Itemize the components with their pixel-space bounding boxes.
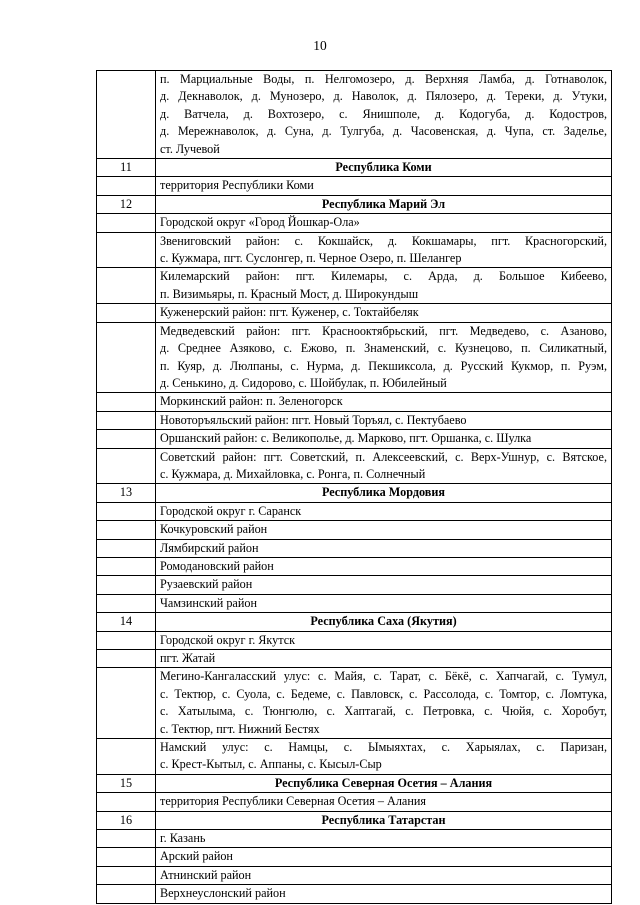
territory-cell <box>156 393 612 411</box>
row-number-cell <box>97 268 156 304</box>
territory-cell <box>156 521 612 539</box>
territory-cell <box>156 430 612 448</box>
territory-text-line: Новоторъяльский район: пгт. Новый Торъял, с. Пектубаево <box>160 412 467 427</box>
region-header-row <box>97 811 612 829</box>
row-number-cell <box>97 557 156 575</box>
territory-text-line: д. Мережнаволок, д. Суна, д. Тулгуба, д. Часовенская, д. Чупа, ст. Заделье, <box>160 124 607 139</box>
territory-text-line: ст. Лучевой <box>160 141 220 156</box>
region-name-cell <box>156 159 612 177</box>
territory-cell <box>156 866 612 884</box>
territory-row <box>97 848 612 866</box>
territory-text-line: Кочкуровский район <box>160 522 268 537</box>
territory-text-line: Арский район <box>160 849 233 864</box>
territory-cell <box>156 576 612 594</box>
region-header-row <box>97 195 612 213</box>
row-number-cell <box>97 232 156 268</box>
territory-row <box>97 430 612 448</box>
row-number-cell <box>97 885 156 903</box>
territory-text-line: с. Тектюр, с. Суола, с. Бедеме, с. Павловск, с. Рассолода, с. Томтор, с. Ломтука, <box>160 686 607 701</box>
territory-cell <box>156 557 612 575</box>
territory-text-line: Рузаевский район <box>160 577 253 592</box>
region-name: Республика Татарстан <box>321 812 446 827</box>
territory-text-line: д. Ватчела, д. Вохтозеро, с. Янишполе, д. Кодогуба, д. Кодостров, <box>160 106 607 121</box>
territory-row <box>97 214 612 232</box>
territory-text-line: территория Республики Северная Осетия – Алания <box>160 794 426 809</box>
territory-table-body <box>97 71 612 904</box>
territory-text-line: с. Крест-Кытыл, с. Аппаны, с. Кысыл-Сыр <box>160 757 382 772</box>
row-number-cell <box>97 502 156 520</box>
territory-cell <box>156 739 612 775</box>
row-number-cell: 13 <box>97 484 156 502</box>
region-name-cell <box>156 811 612 829</box>
region-name-cell <box>156 195 612 213</box>
row-number-cell <box>97 650 156 668</box>
territory-cell <box>156 232 612 268</box>
territory-row <box>97 177 612 195</box>
territory-cell <box>156 848 612 866</box>
territory-text-line: Городской округ г. Якутск <box>160 632 296 647</box>
row-number-cell <box>97 631 156 649</box>
territory-text-line: с. Хатылыма, с. Тюнгюлю, с. Хаптагай, с. Петровка, с. Чюйя, с. Хоробут, <box>160 704 607 719</box>
territory-text-line: Звениговский район: с. Кокшайск, д. Кокшамары, пгт. Красногорский, <box>160 233 607 248</box>
row-number-cell: 16 <box>97 811 156 829</box>
page-number: 10 <box>313 38 327 53</box>
region-name-cell <box>156 484 612 502</box>
territory-cell <box>156 214 612 232</box>
row-number-cell <box>97 668 156 739</box>
territory-row <box>97 393 612 411</box>
row-number-cell: 14 <box>97 613 156 631</box>
row-number-cell <box>97 304 156 322</box>
territory-cell <box>156 411 612 429</box>
territory-row <box>97 650 612 668</box>
region-name: Республика Марий Эл <box>321 196 446 211</box>
region-name: Республика Мордовия <box>321 485 446 500</box>
row-number-cell <box>97 830 156 848</box>
territory-row <box>97 268 612 304</box>
territory-row <box>97 793 612 811</box>
territory-text-line: Чамзинский район <box>160 595 257 610</box>
row-number-cell <box>97 739 156 775</box>
territory-cell <box>156 594 612 612</box>
row-number-cell <box>97 576 156 594</box>
row-number-cell: 11 <box>97 159 156 177</box>
region-name: Республика Северная Осетия – Алания <box>274 775 493 790</box>
territory-text-line: д. Среднее Азяково, с. Ежово, п. Знаменский, с. Кузнецово, п. Силикатный, <box>160 341 607 356</box>
row-number-cell <box>97 866 156 884</box>
row-number-cell <box>97 848 156 866</box>
region-header-row <box>97 159 612 177</box>
territory-text-line: Верхнеуслонский район <box>160 886 286 901</box>
territory-row <box>97 232 612 268</box>
territory-row <box>97 557 612 575</box>
territory-text-line: Куженерский район: пгт. Куженер, с. Токтайбеляк <box>160 305 419 320</box>
territory-cell <box>156 539 612 557</box>
territory-row <box>97 304 612 322</box>
territory-row <box>97 521 612 539</box>
territory-text-line: пгт. Жатай <box>160 651 216 665</box>
territory-text-line: Намский улус: с. Намцы, с. Ымыяхтах, с. Харыялах, с. Паризан, <box>160 740 607 755</box>
territory-row <box>97 885 612 903</box>
territory-row <box>97 668 612 739</box>
row-number-cell <box>97 539 156 557</box>
territory-cell <box>156 830 612 848</box>
territory-cell <box>156 268 612 304</box>
territory-cell <box>156 71 612 159</box>
row-number-cell <box>97 411 156 429</box>
row-number-cell <box>97 521 156 539</box>
row-number-cell: 12 <box>97 195 156 213</box>
row-number-cell <box>97 214 156 232</box>
row-number-cell <box>97 793 156 811</box>
territory-text-line: территория Республики Коми <box>160 178 314 193</box>
row-number-cell <box>97 393 156 411</box>
territory-row <box>97 739 612 775</box>
territory-text-line: Килемарский район: пгт. Килемары, с. Арда, д. Большое Кибеево, <box>160 269 607 284</box>
region-name: Республика Коми <box>335 160 432 175</box>
territory-text-line: Мегино-Кангаласский улус: с. Майя, с. Тарат, с. Бёкё, с. Хапчагай, с. Тумул, <box>160 669 607 684</box>
row-number-cell <box>97 430 156 448</box>
region-header-row <box>97 774 612 792</box>
territory-text-line: Городской округ «Город Йошкар-Ола» <box>160 215 360 230</box>
territory-cell <box>156 177 612 195</box>
territory-row <box>97 322 612 393</box>
row-number-cell <box>97 177 156 195</box>
row-number-cell <box>97 322 156 393</box>
territory-text-line: д. Декнаволок, д. Мунозеро, д. Наволок, д. Пялозеро, д. Тереки, д. Утуки, <box>160 89 607 104</box>
region-name-cell <box>156 613 612 631</box>
territory-cell <box>156 885 612 903</box>
territory-text-line: п. Марциальные Воды, п. Нелгомозеро, д. Верхняя Ламба, д. Готнаволок, <box>160 72 607 86</box>
territory-row <box>97 411 612 429</box>
region-header-row <box>97 613 612 631</box>
region-header-row <box>97 484 612 502</box>
territory-table <box>96 70 612 904</box>
territory-cell <box>156 322 612 393</box>
territory-text-line: Советский район: пгт. Советский, п. Алексеевский, с. Верх-Ушнур, с. Вятское, <box>160 449 607 464</box>
territory-row <box>97 594 612 612</box>
row-number-cell <box>97 448 156 484</box>
territory-text-line: с. Кужмара, пгт. Суслонгер, п. Черное Озеро, п. Шелангер <box>160 251 462 266</box>
territory-cell <box>156 304 612 322</box>
territory-cell <box>156 650 612 668</box>
territory-cell <box>156 668 612 739</box>
row-number-cell <box>97 71 156 159</box>
territory-row <box>97 866 612 884</box>
territory-cell <box>156 448 612 484</box>
territory-text-line: г. Казань <box>160 831 206 846</box>
territory-cell <box>156 793 612 811</box>
territory-row <box>97 502 612 520</box>
territory-row <box>97 830 612 848</box>
territory-text-line: Городской округ г. Саранск <box>160 503 302 518</box>
territory-cell <box>156 631 612 649</box>
row-number-cell <box>97 594 156 612</box>
territory-row <box>97 576 612 594</box>
territory-row <box>97 539 612 557</box>
row-number-cell: 15 <box>97 774 156 792</box>
region-name: Республика Саха (Якутия) <box>310 614 457 629</box>
territory-cell <box>156 502 612 520</box>
territory-text-line: Атнинский район <box>160 867 252 882</box>
territory-text-line: Медведевский район: пгт. Краснооктябрьский, пгт. Медведево, с. Азаново, <box>160 323 607 338</box>
territory-text-line: Оршанский район: с. Великополье, д. Марково, пгт. Оршанка, с. Шулка <box>160 431 532 446</box>
territory-text-line: п. Куяр, д. Люлпаны, с. Нурма, д. Пекшиксола, д. Русский Кукмор, п. Руэм, <box>160 358 607 373</box>
territory-row <box>97 448 612 484</box>
region-name-cell <box>156 774 612 792</box>
territory-text-line: с. Тектюр, пгт. Нижний Бестях <box>160 721 320 736</box>
territory-text-line: Ромодановский район <box>160 558 274 573</box>
territory-text-line: с. Кужмара, д. Михайловка, с. Ронга, п. Солнечный <box>160 466 426 481</box>
territory-text-line: Моркинский район: п. Зеленогорск <box>160 394 343 409</box>
territory-text-line: п. Визимьяры, п. Красный Мост, д. Широкундыш <box>160 286 419 301</box>
territory-text-line: Лямбирский район <box>160 540 259 555</box>
territory-text-line: д. Сенькино, д. Сидорово, с. Шойбулак, п. Юбилейный <box>160 375 447 390</box>
territory-row <box>97 631 612 649</box>
territory-row <box>97 71 612 159</box>
